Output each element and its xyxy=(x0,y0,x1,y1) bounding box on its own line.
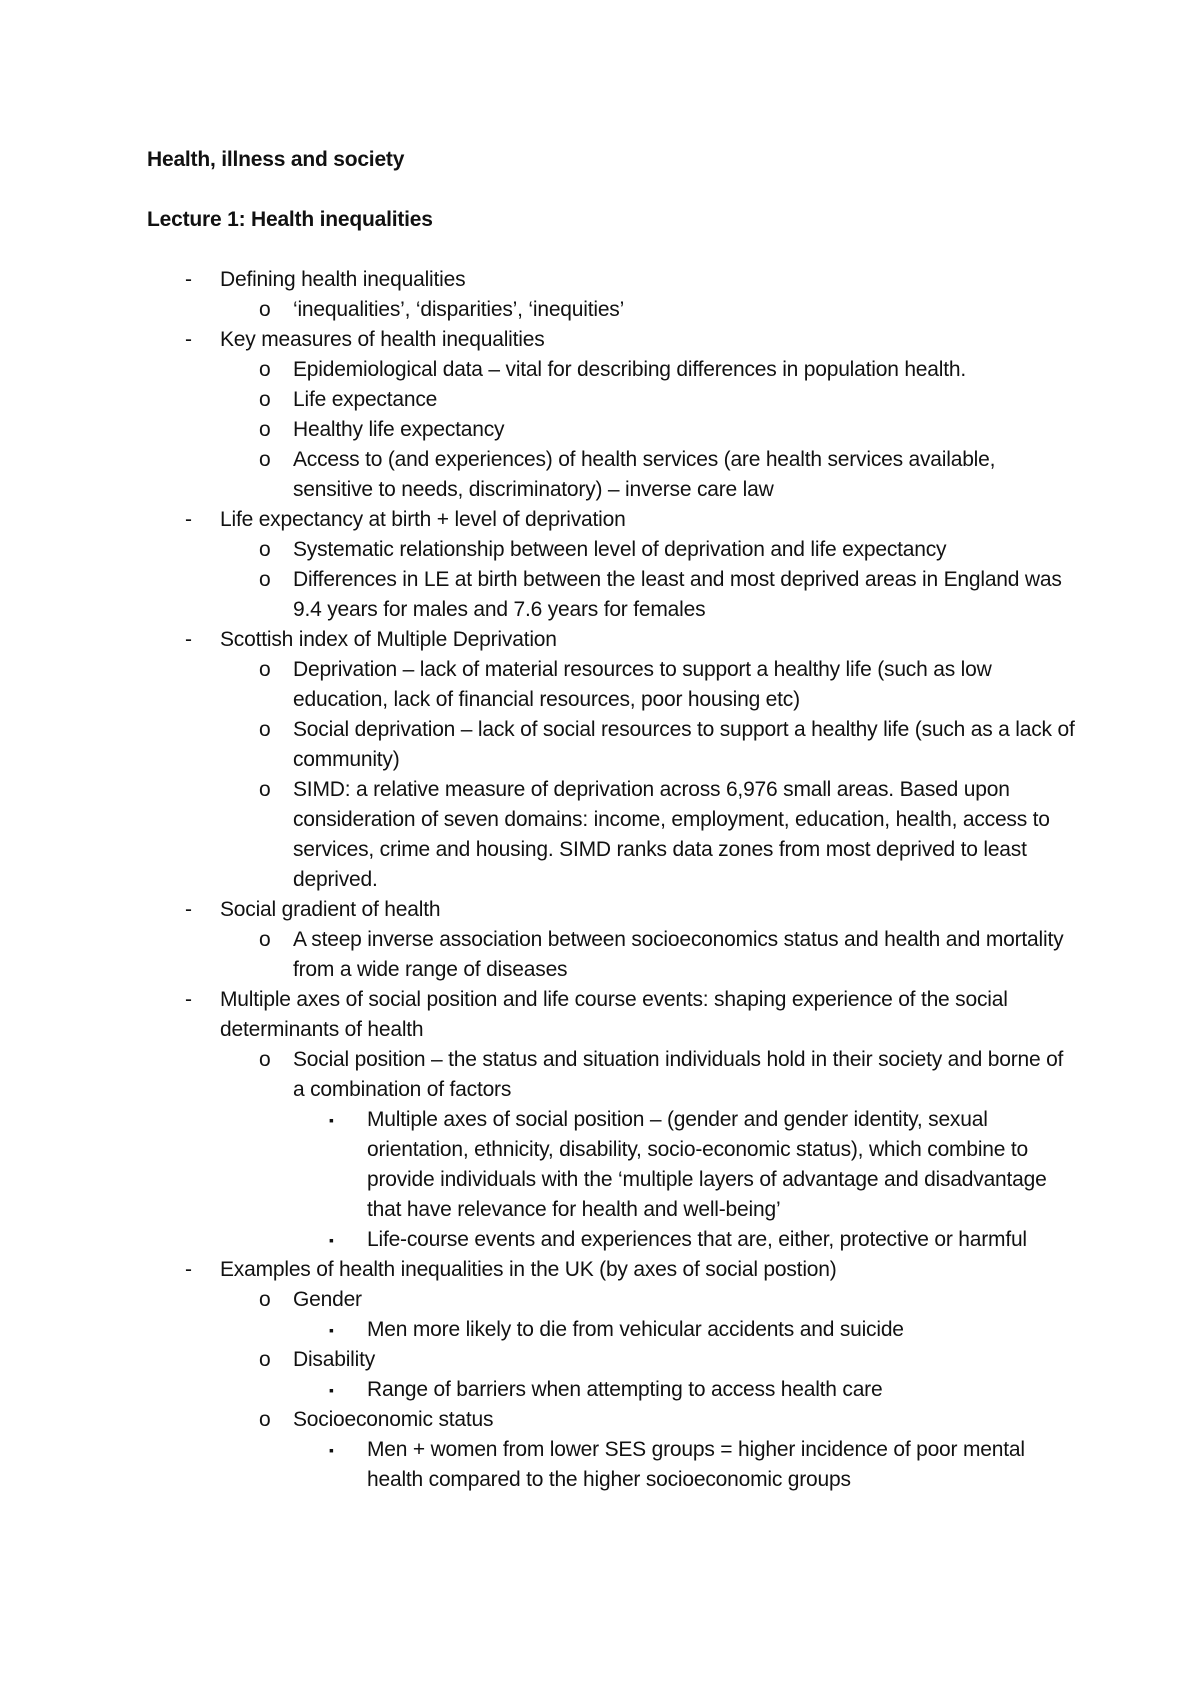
list-item-level-1 xyxy=(147,895,1077,925)
list-item-text: ‘inequalities’, ‘disparities’, ‘inequities’ xyxy=(293,298,625,321)
list-item-level-1 xyxy=(147,1255,1077,1285)
bullet-marker: ▪ xyxy=(329,1442,334,1458)
list-item-text: Multiple axes of social position and life course events: shaping experience of the social determinants of health xyxy=(220,988,1008,1041)
list-item-text: Deprivation – lack of material resources to support a healthy life (such as low education, lack of financial resources, poor housing etc) xyxy=(293,658,992,711)
bullet-marker: - xyxy=(185,508,192,531)
list-item-level-2 xyxy=(147,1345,1077,1375)
list-item-level-2 xyxy=(147,295,1077,325)
list-item-level-3 xyxy=(147,1315,1077,1345)
list-item-text: Differences in LE at birth between the least and most deprived areas in England was 9.4 years for males and 7.6 years for females xyxy=(293,568,1062,621)
list-item-text: Social deprivation – lack of social resources to support a healthy life (such as a lack of community) xyxy=(293,718,1075,771)
list-item-level-1 xyxy=(147,265,1077,295)
bullet-marker: ▪ xyxy=(329,1322,334,1338)
list-item-level-3 xyxy=(147,1105,1077,1225)
list-item-level-2 xyxy=(147,1045,1077,1105)
list-item-text: Men + women from lower SES groups = higher incidence of poor mental health compared to the higher socioeconomic groups xyxy=(367,1438,1025,1491)
bullet-marker: ▪ xyxy=(329,1382,334,1398)
list-item-text: Key measures of health inequalities xyxy=(220,328,545,351)
list-item-level-1 xyxy=(147,625,1077,655)
list-item-level-3 xyxy=(147,1435,1077,1495)
bullet-marker: o xyxy=(259,778,271,801)
bullet-marker: o xyxy=(259,928,271,951)
bullet-marker: ▪ xyxy=(329,1232,334,1248)
list-item-text: Epidemiological data – vital for describing differences in population health. xyxy=(293,358,966,381)
list-item-text: Disability xyxy=(293,1348,376,1371)
list-item-level-2 xyxy=(147,385,1077,415)
bullet-marker: - xyxy=(185,628,192,651)
list-item-text: Access to (and experiences) of health services (are health services available, sensitive to needs, discriminatory) – inverse care law xyxy=(293,448,996,501)
list-item-text: Socioeconomic status xyxy=(293,1408,494,1431)
bullet-marker: o xyxy=(259,1288,271,1311)
list-item-level-3 xyxy=(147,1375,1077,1405)
list-item-text: Social gradient of health xyxy=(220,898,441,921)
list-item-text: SIMD: a relative measure of deprivation across 6,976 small areas. Based upon consideration of seven domains: income, employment, education, health, access to services, crime and housing. SIMD ranks data zones from most deprived to least deprived. xyxy=(293,778,1050,891)
bullet-marker: o xyxy=(259,718,271,741)
document-title: Health, illness and society xyxy=(147,148,405,171)
list-item-text: Men more likely to die from vehicular accidents and suicide xyxy=(367,1318,904,1341)
list-item-text: Life expectancy at birth + level of deprivation xyxy=(220,508,626,531)
bullet-marker: o xyxy=(259,418,271,441)
list-item-text: Examples of health inequalities in the UK (by axes of social postion) xyxy=(220,1258,837,1281)
list-item-level-2 xyxy=(147,565,1077,625)
list-item-level-1 xyxy=(147,985,1077,1045)
notes-list xyxy=(147,265,1077,1495)
bullet-marker: - xyxy=(185,988,192,1011)
list-item-text: Social position – the status and situation individuals hold in their society and borne of a combination of factors xyxy=(293,1048,1064,1101)
list-item-text: A steep inverse association between socioeconomics status and health and mortality from a wide range of diseases xyxy=(293,928,1064,981)
bullet-marker: o xyxy=(259,658,271,681)
list-item-level-2 xyxy=(147,715,1077,775)
list-item-level-2 xyxy=(147,925,1077,985)
bullet-marker: o xyxy=(259,1348,271,1371)
list-item-level-2 xyxy=(147,535,1077,565)
lecture-heading: Lecture 1: Health inequalities xyxy=(147,208,433,231)
list-item-text: Healthy life expectancy xyxy=(293,418,505,441)
list-item-level-2 xyxy=(147,445,1077,505)
bullet-marker: - xyxy=(185,1258,192,1281)
list-item-text: Range of barriers when attempting to access health care xyxy=(367,1378,883,1401)
bullet-marker: o xyxy=(259,568,271,591)
list-item-text: Multiple axes of social position – (gender and gender identity, sexual orientation, ethnicity, disability, socio-economic status), which combine to provide individuals with the ‘multiple layers of advantage and disadvantage that have relevance for health and well-being’ xyxy=(367,1108,1047,1221)
list-item-text: Scottish index of Multiple Deprivation xyxy=(220,628,557,651)
list-item-level-2 xyxy=(147,1405,1077,1435)
bullet-marker: - xyxy=(185,328,192,351)
list-item-level-2 xyxy=(147,355,1077,385)
list-item-level-2 xyxy=(147,655,1077,715)
bullet-marker: - xyxy=(185,268,192,291)
bullet-marker: o xyxy=(259,1048,271,1071)
bullet-marker: o xyxy=(259,358,271,381)
bullet-marker: o xyxy=(259,538,271,561)
bullet-marker: o xyxy=(259,388,271,411)
list-item-text: Gender xyxy=(293,1288,362,1311)
list-item-text: Systematic relationship between level of deprivation and life expectancy xyxy=(293,538,947,561)
list-item-level-2 xyxy=(147,415,1077,445)
document-body xyxy=(147,145,1077,1495)
bullet-marker: ▪ xyxy=(329,1112,334,1128)
list-item-text: Life-course events and experiences that are, either, protective or harmful xyxy=(367,1228,1027,1251)
bullet-marker: o xyxy=(259,298,271,321)
bullet-marker: - xyxy=(185,898,192,921)
list-item-text: Defining health inequalities xyxy=(220,268,466,291)
bullet-marker: o xyxy=(259,1408,271,1431)
list-item-level-2 xyxy=(147,775,1077,895)
list-item-level-3 xyxy=(147,1225,1077,1255)
list-item-level-2 xyxy=(147,1285,1077,1315)
list-item-text: Life expectance xyxy=(293,388,438,411)
list-item-level-1 xyxy=(147,325,1077,355)
bullet-marker: o xyxy=(259,448,271,471)
list-item-level-1 xyxy=(147,505,1077,535)
